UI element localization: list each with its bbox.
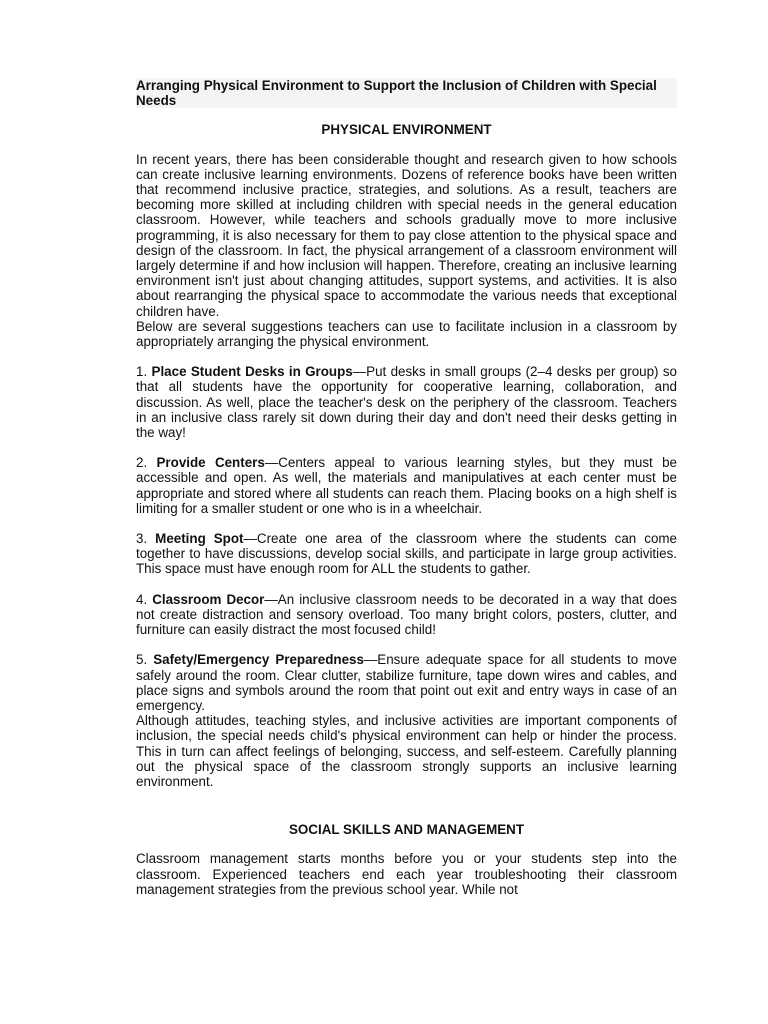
list-item: 5. Safety/Emergency Preparedness—Ensure adequate space for all students to move safely around the room. Clear clutter, stabilize furniture, tape down wires and cables, and place signs and symbols around the room that point out exit and entry ways in case of an emergency.	[136, 652, 677, 713]
conclusion-paragraph: Although attitudes, teaching styles, and inclusive activities are important components of inclusion, the special needs child's physical environment can help or hinder the process. This in turn can affect feelings of belonging, success, and self-esteem. Carefully planning out the physical space of the classroom strongly supports an inclusive learning environment.	[136, 713, 677, 789]
list-item: 2. Provide Centers—Centers appeal to various learning styles, but they must be accessible and open. As well, the materials and manipulatives at each center must be appropriate and stored where all students can reach them. Placing books on a high shelf is limiting for a smaller student or one who is in a wheelchair.	[136, 455, 677, 516]
section2-paragraph: Classroom management starts months before you or your students step into the classroom. Experienced teachers end each year troubleshooting their classroom management strategies from the previous school year. While not	[136, 851, 677, 897]
list-item-term: Classroom Decor	[152, 591, 265, 607]
section-heading-social-skills: SOCIAL SKILLS AND MANAGEMENT	[288, 822, 525, 838]
document-page	[136, 78, 677, 897]
list-item-term: Place Student Desks in Groups	[151, 364, 353, 380]
list-item-term: Safety/Emergency Preparedness	[153, 652, 364, 668]
list-item-term: Provide Centers	[156, 455, 265, 471]
document-title: Arranging Physical Environment to Support the Inclusion of Children with Special Needs	[136, 78, 677, 108]
intro-paragraph-2: Below are several suggestions teachers can use to facilitate inclusion in a classroom by appropriately arranging the physical environment.	[136, 318, 677, 350]
section-heading-physical-environment: PHYSICAL ENVIRONMENT	[321, 122, 492, 138]
list-item: 1. Place Student Desks in Groups—Put desks in small groups (2–4 desks per group) so that all students have the opportunity for cooperative learning, collaboration, and discussion. As well, place the teacher's desk on the periphery of the classroom. Teachers in an inclusive class rarely sit down during their day and don't need their desks getting in the way!	[136, 364, 677, 441]
list-item: 4. Classroom Decor—An inclusive classroom needs to be decorated in a way that does not create distraction and sensory overload. Too many bright colors, posters, clutter, and furniture can easily distract the most focused child!	[136, 591, 677, 638]
list-item: 3. Meeting Spot—Create one area of the classroom where the students can come together to have discussions, develop social skills, and participate in large group activities. This space must have enough room for ALL the students to gather.	[136, 531, 677, 577]
intro-paragraph: In recent years, there has been considerable thought and research given to how schools can create inclusive learning environments. Dozens of reference books have been written that recommend inclusive practice, strategies, and solutions. As a result, teachers are becoming more skilled at including children with special needs in the general education classroom. However, while teachers and schools gradually move to more inclusive programming, it is also necessary for them to pay close attention to the physical space and design of the classroom. In fact, the physical arrangement of a classroom environment will largely determine if and how inclusion will happen. Therefore, creating an inclusive learning environment isn't just about changing attitudes, support systems, and activities. It is also about rearranging the physical space to accommodate the various needs that exceptional children have.	[136, 151, 677, 319]
list-item-term: Meeting Spot	[155, 531, 244, 547]
